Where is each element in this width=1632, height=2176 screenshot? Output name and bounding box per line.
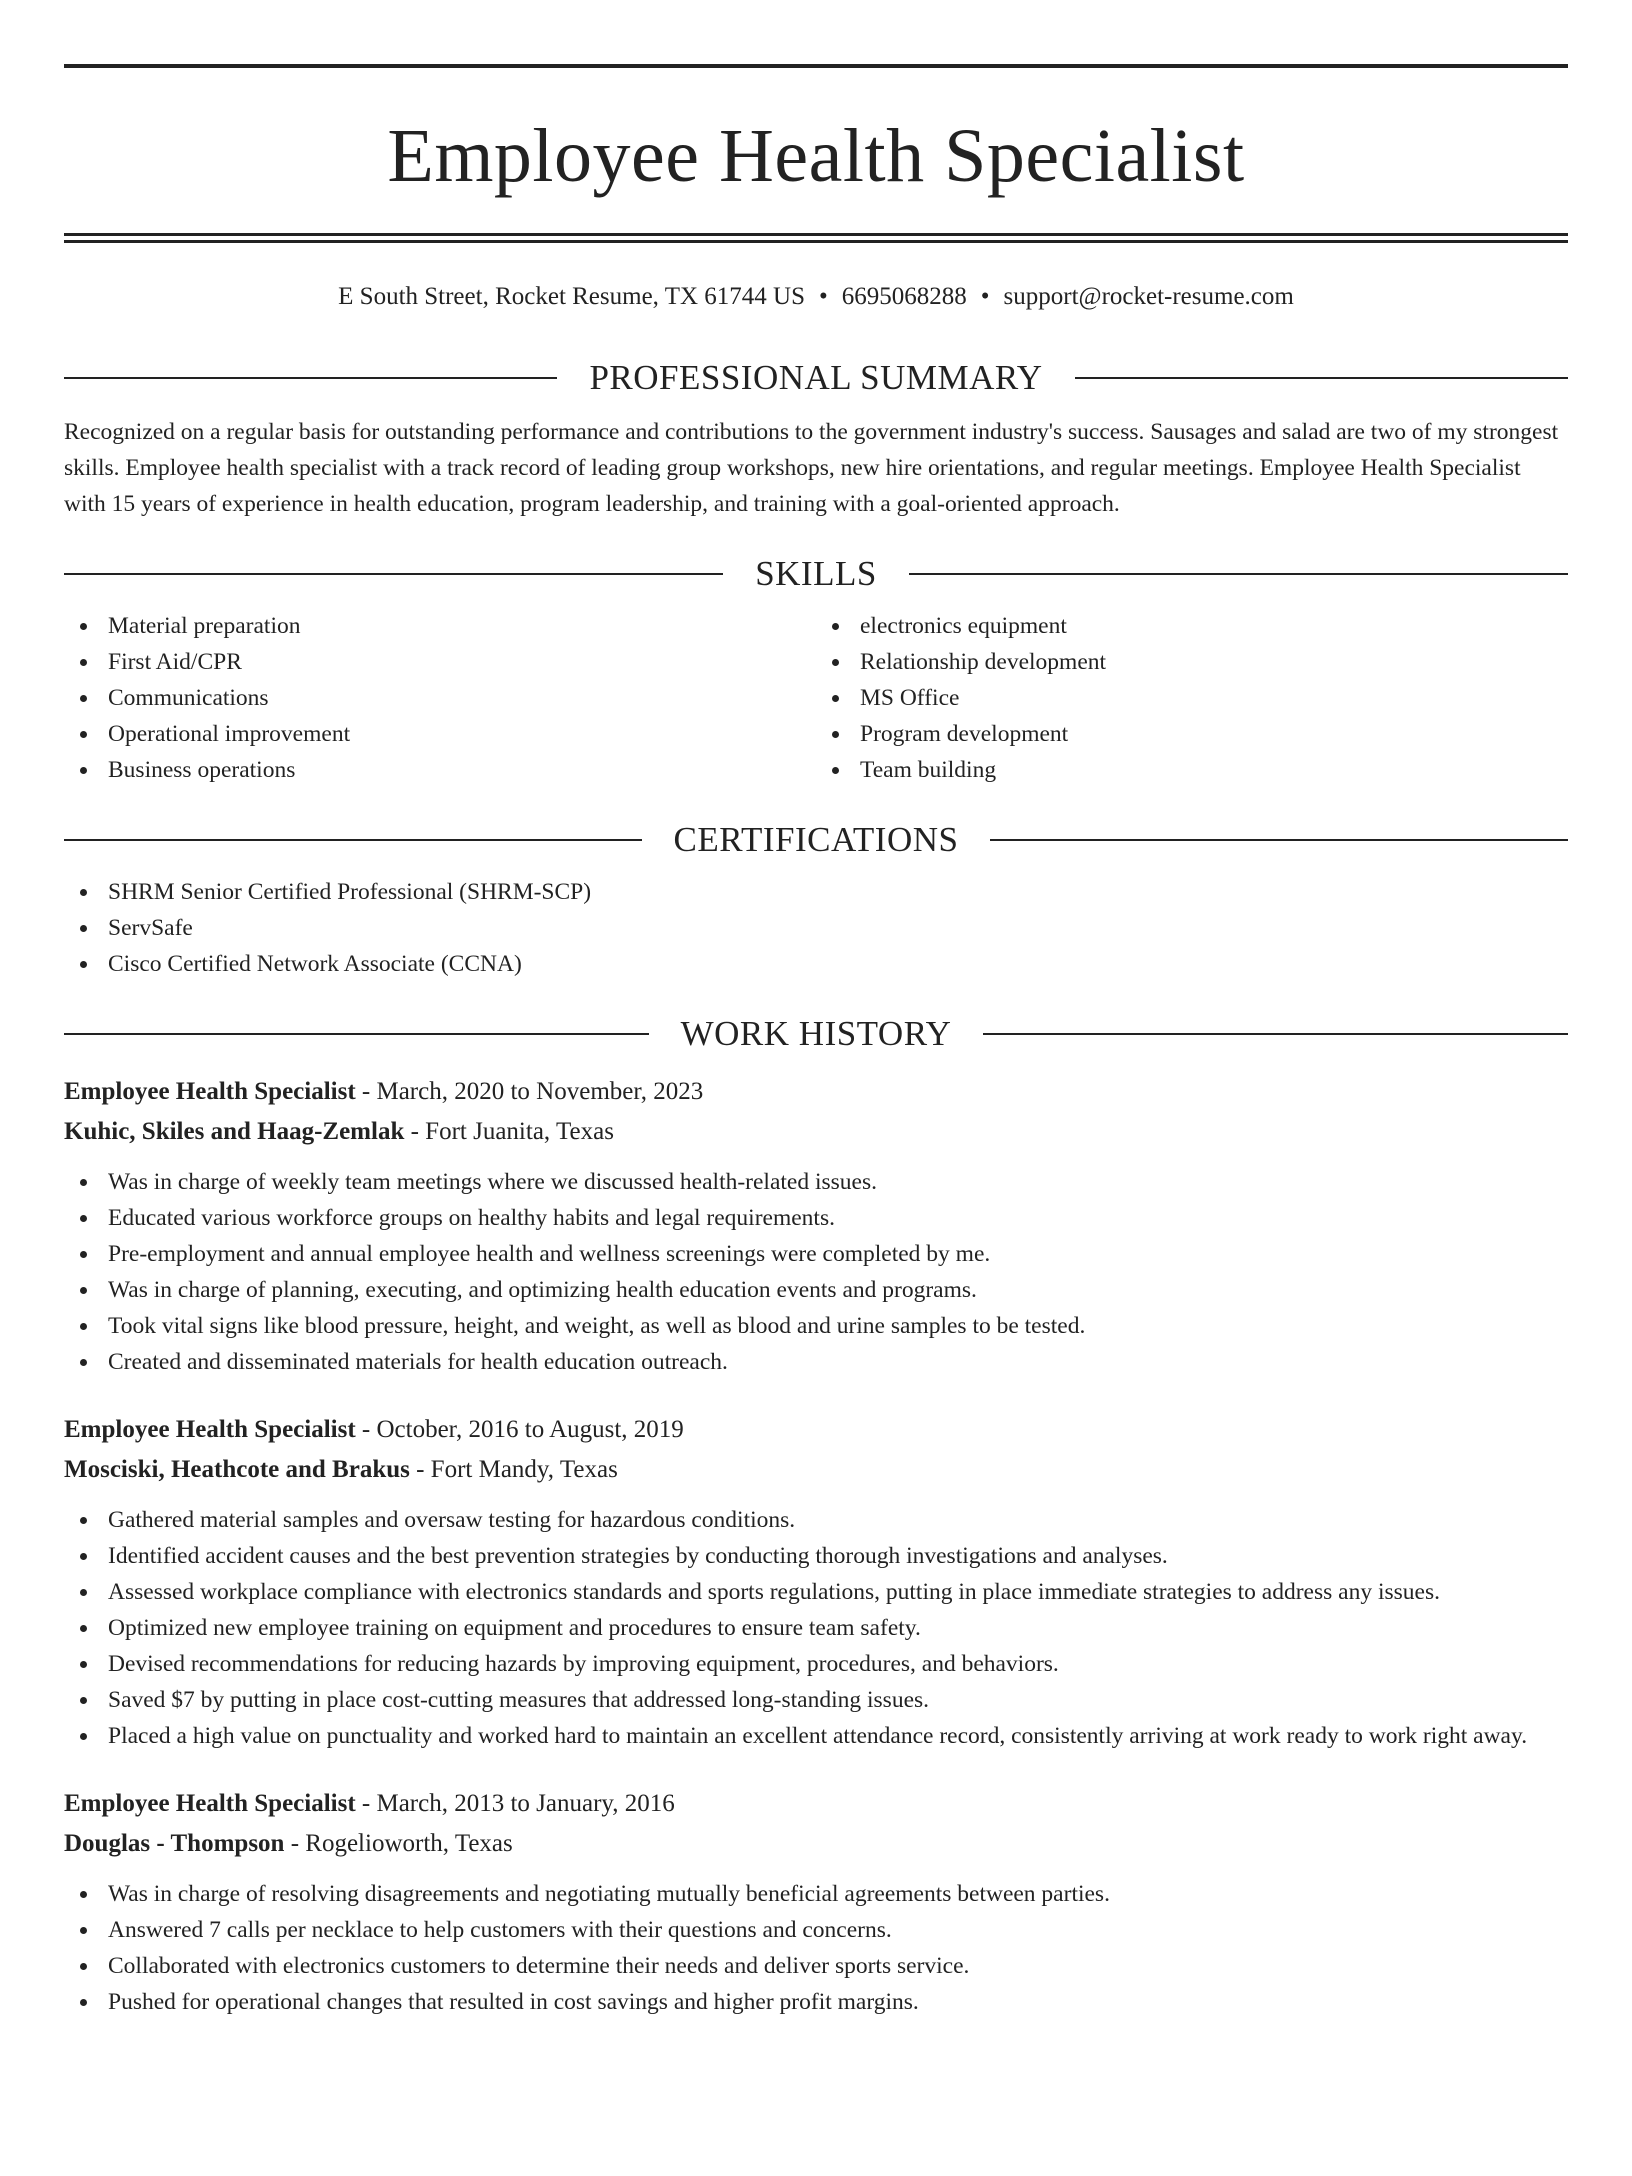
skill-item: Operational improvement	[64, 716, 816, 752]
job-bullet: Was in charge of weekly team meetings where we discussed health-related issues.	[64, 1164, 1568, 1200]
resume-title: Employee Health Specialist	[387, 114, 1245, 198]
contact-phone: 6695068288	[841, 283, 967, 310]
skills-columns	[64, 608, 1568, 788]
job-bullet: Was in charge of planning, executing, and optimizing health education events and programs.	[64, 1272, 1568, 1308]
skills-list-right	[816, 608, 1568, 788]
contact-email: support@rocket-resume.com	[1003, 283, 1294, 310]
skill-item: Communications	[64, 680, 816, 716]
skills-list-left	[64, 608, 816, 788]
job-bullet: Assessed workplace compliance with electronics standards and sports regulations, putting in place immediate strategies to address any issues.	[64, 1574, 1568, 1610]
skill-item: electronics equipment	[816, 608, 1568, 644]
job-bullets	[64, 1502, 1568, 1754]
skill-item: Program development	[816, 716, 1568, 752]
job-dates: - March, 2013 to January, 2016	[361, 1790, 675, 1817]
job-company: Kuhic, Skiles and Haag-Zemlak	[64, 1118, 405, 1145]
job-bullets	[64, 1164, 1568, 1380]
job-bullet: Collaborated with electronics customers to determine their needs and deliver sports service.	[64, 1948, 1568, 1984]
contact-separator: •	[980, 283, 990, 310]
heading-rule	[64, 573, 723, 575]
section-heading-summary	[64, 356, 1568, 400]
job-company: Douglas - Thompson	[64, 1830, 285, 1857]
header-double-rule	[64, 233, 1568, 243]
certification-item: Cisco Certified Network Associate (CCNA)	[64, 946, 1568, 982]
job-bullet: Educated various workforce groups on healthy habits and legal requirements.	[64, 1200, 1568, 1236]
job-company: Mosciski, Heathcote and Brakus	[64, 1456, 410, 1483]
skill-item: Business operations	[64, 752, 816, 788]
job-location: - Fort Mandy, Texas	[416, 1456, 618, 1483]
heading-rule	[990, 839, 1568, 841]
job-entry	[64, 1410, 1568, 1754]
job-title: Employee Health Specialist	[64, 1416, 356, 1443]
heading-rule	[64, 839, 642, 841]
certifications-heading: CERTIFICATIONS	[673, 820, 959, 859]
section-heading-certifications	[64, 818, 1568, 862]
job-title-line	[64, 1784, 1568, 1824]
skill-item: MS Office	[816, 680, 1568, 716]
job-location: - Rogelioworth, Texas	[290, 1830, 513, 1857]
job-location: - Fort Juanita, Texas	[410, 1118, 614, 1145]
job-bullet: Saved $7 by putting in place cost-cutting measures that addressed long-standing issues.	[64, 1682, 1568, 1718]
job-bullet: Created and disseminated materials for health education outreach.	[64, 1344, 1568, 1380]
section-heading-work-history	[64, 1012, 1568, 1056]
job-bullet: Took vital signs like blood pressure, height, and weight, as well as blood and urine samples to be tested.	[64, 1308, 1568, 1344]
job-bullet: Gathered material samples and oversaw testing for hazardous conditions.	[64, 1502, 1568, 1538]
heading-rule	[983, 1033, 1568, 1035]
heading-rule	[64, 1033, 649, 1035]
job-title: Employee Health Specialist	[64, 1790, 356, 1817]
contact-separator: •	[819, 283, 828, 310]
job-entry	[64, 1784, 1568, 2020]
job-title: Employee Health Specialist	[64, 1078, 356, 1105]
job-title-line	[64, 1072, 1568, 1112]
job-entry	[64, 1072, 1568, 1380]
heading-rule	[64, 377, 557, 379]
contact-line	[64, 280, 1568, 314]
job-bullets	[64, 1876, 1568, 2020]
job-company-line	[64, 1824, 1568, 1864]
resume-page	[0, 64, 1632, 2176]
job-dates: - October, 2016 to August, 2019	[361, 1416, 684, 1443]
skill-item: Team building	[816, 752, 1568, 788]
certifications-list	[64, 874, 1568, 982]
job-bullet: Pre-employment and annual employee health and wellness screenings were completed by me.	[64, 1236, 1568, 1272]
job-bullet: Was in charge of resolving disagreements and negotiating mutually beneficial agreements between parties.	[64, 1876, 1568, 1912]
header-top-rule	[64, 64, 1568, 68]
skill-item: First Aid/CPR	[64, 644, 816, 680]
job-bullet: Identified accident causes and the best prevention strategies by conducting thorough investigations and analyses.	[64, 1538, 1568, 1574]
job-bullet: Pushed for operational changes that resulted in cost savings and higher profit margins.	[64, 1984, 1568, 2020]
job-dates: - March, 2020 to November, 2023	[361, 1078, 704, 1105]
job-bullet: Answered 7 calls per necklace to help customers with their questions and concerns.	[64, 1912, 1568, 1948]
heading-rule	[909, 573, 1568, 575]
certification-item: ServSafe	[64, 910, 1568, 946]
job-bullet: Optimized new employee training on equipment and procedures to ensure team safety.	[64, 1610, 1568, 1646]
skill-item: Material preparation	[64, 608, 816, 644]
contact-address: E South Street, Rocket Resume, TX 61744 US	[338, 283, 806, 310]
job-bullet: Devised recommendations for reducing hazards by improving equipment, procedures, and behaviors.	[64, 1646, 1568, 1682]
skills-heading: SKILLS	[755, 554, 877, 593]
section-heading-skills	[64, 552, 1568, 596]
certification-item: SHRM Senior Certified Professional (SHRM-SCP)	[64, 874, 1568, 910]
summary-text: Recognized on a regular basis for outstanding performance and contributions to the government industry's success. Sausages and salad are two of my strongest skills. Employee health specialist with a track record of leading group workshops, new hire orientations, and regular meetings. Employee Health Specialist with 15 years of experience in health education, program leadership, and training with a goal-oriented approach.	[64, 419, 1559, 517]
heading-rule	[1075, 377, 1568, 379]
job-title-line	[64, 1410, 1568, 1450]
work-history-heading: WORK HISTORY	[680, 1014, 952, 1053]
summary-heading: PROFESSIONAL SUMMARY	[589, 358, 1043, 397]
job-company-line	[64, 1112, 1568, 1152]
job-bullet: Placed a high value on punctuality and worked hard to maintain an excellent attendance record, consistently arriving at work ready to work right away.	[64, 1718, 1568, 1754]
job-company-line	[64, 1450, 1568, 1490]
skill-item: Relationship development	[816, 644, 1568, 680]
